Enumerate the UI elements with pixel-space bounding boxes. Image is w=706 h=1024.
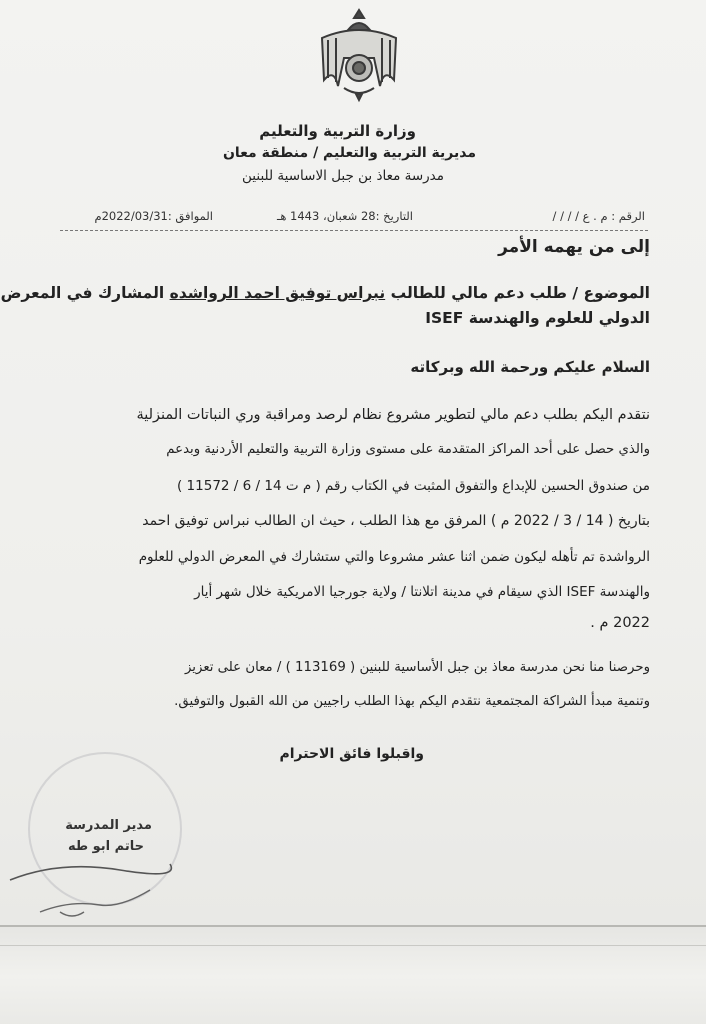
underlying-page-edge	[0, 925, 706, 1024]
body-line: نتقدم اليكم بطلب دعم مالي لتطوير مشروع نظام لرصد ومراقبة وري النباتات المنزلية	[136, 407, 650, 423]
subject-prefix: الموضوع / طلب دعم مالي للطالب	[390, 284, 650, 302]
signature-name: حاتم ابو طه	[68, 839, 144, 854]
underlying-page-line	[0, 945, 706, 946]
subject-line-1	[1, 284, 650, 302]
body-line: وتنمية مبدأ الشراكة المجتمعية نتقدم اليكم بهذا الطلب راجيين من الله القبول والتوفيق.	[174, 694, 650, 709]
signature-title: مدير المدرسة	[65, 818, 152, 833]
reference-line	[60, 207, 645, 229]
hijri-date: التاريخ :28 شعبان، 1443 هـ	[276, 209, 413, 223]
gregorian-date: الموافق :2022/03/31م	[94, 209, 213, 223]
subject-line-2: الدولي للعلوم والهندسة ISEF	[425, 309, 650, 327]
addressee: إلى من يهمه الأمر	[498, 237, 650, 257]
body-line: الرواشدة تم تأهله ليكون ضمن اثنا عشر مشروعا والتي ستشارك في المعرض الدولي للعلوم	[138, 549, 650, 565]
directorate-name: مديرية التربية والتعليم / منطقة معان	[222, 145, 476, 161]
greeting: السلام عليكم ورحمة الله وبركاته	[410, 358, 650, 376]
body-line: والهندسة ISEF الذي سيقام في مدينة اتلانتا / ولاية جورجيا الامريكية خلال شهر أيار	[194, 584, 650, 600]
subject-suffix: المشارك في المعرض	[0, 284, 165, 302]
header-divider	[60, 230, 648, 231]
body-line: من صندوق الحسين للإبداع والتفوق المثبت في الكتاب رقم ( م ت 14 / 6 / 11572 )	[176, 478, 650, 494]
student-name: نبراس توفيق احمد الرواشده	[169, 284, 386, 302]
body-line: والذي حصل على أحد المراكز المتقدمة على مستوى وزارة التربية والتعليم الأردنية وبدعم	[166, 442, 650, 457]
reference-number: الرقم : م . ع / / / /	[552, 209, 645, 223]
ministry-name: وزارة التربية والتعليم	[259, 122, 416, 140]
handwritten-signature	[0, 820, 200, 940]
body-line: بتاريخ ( 14 / 3 / 2022 م ) المرفق مع هذا الطلب ، حيث ان الطالب نبراس توفيق احمد	[142, 513, 650, 529]
jordan-coat-of-arms-emblem	[314, 8, 404, 103]
school-name: مدرسة معاذ بن جبل الاساسية للبنين	[242, 168, 444, 184]
closing-line: واقبلوا فائق الاحترام	[279, 746, 424, 762]
body-line: وحرصنا منا نحن مدرسة معاذ بن جبل الأساسية للبنين ( 113169 ) / معان على تعزيز	[184, 660, 650, 675]
body-line: 2022 م .	[590, 615, 650, 631]
